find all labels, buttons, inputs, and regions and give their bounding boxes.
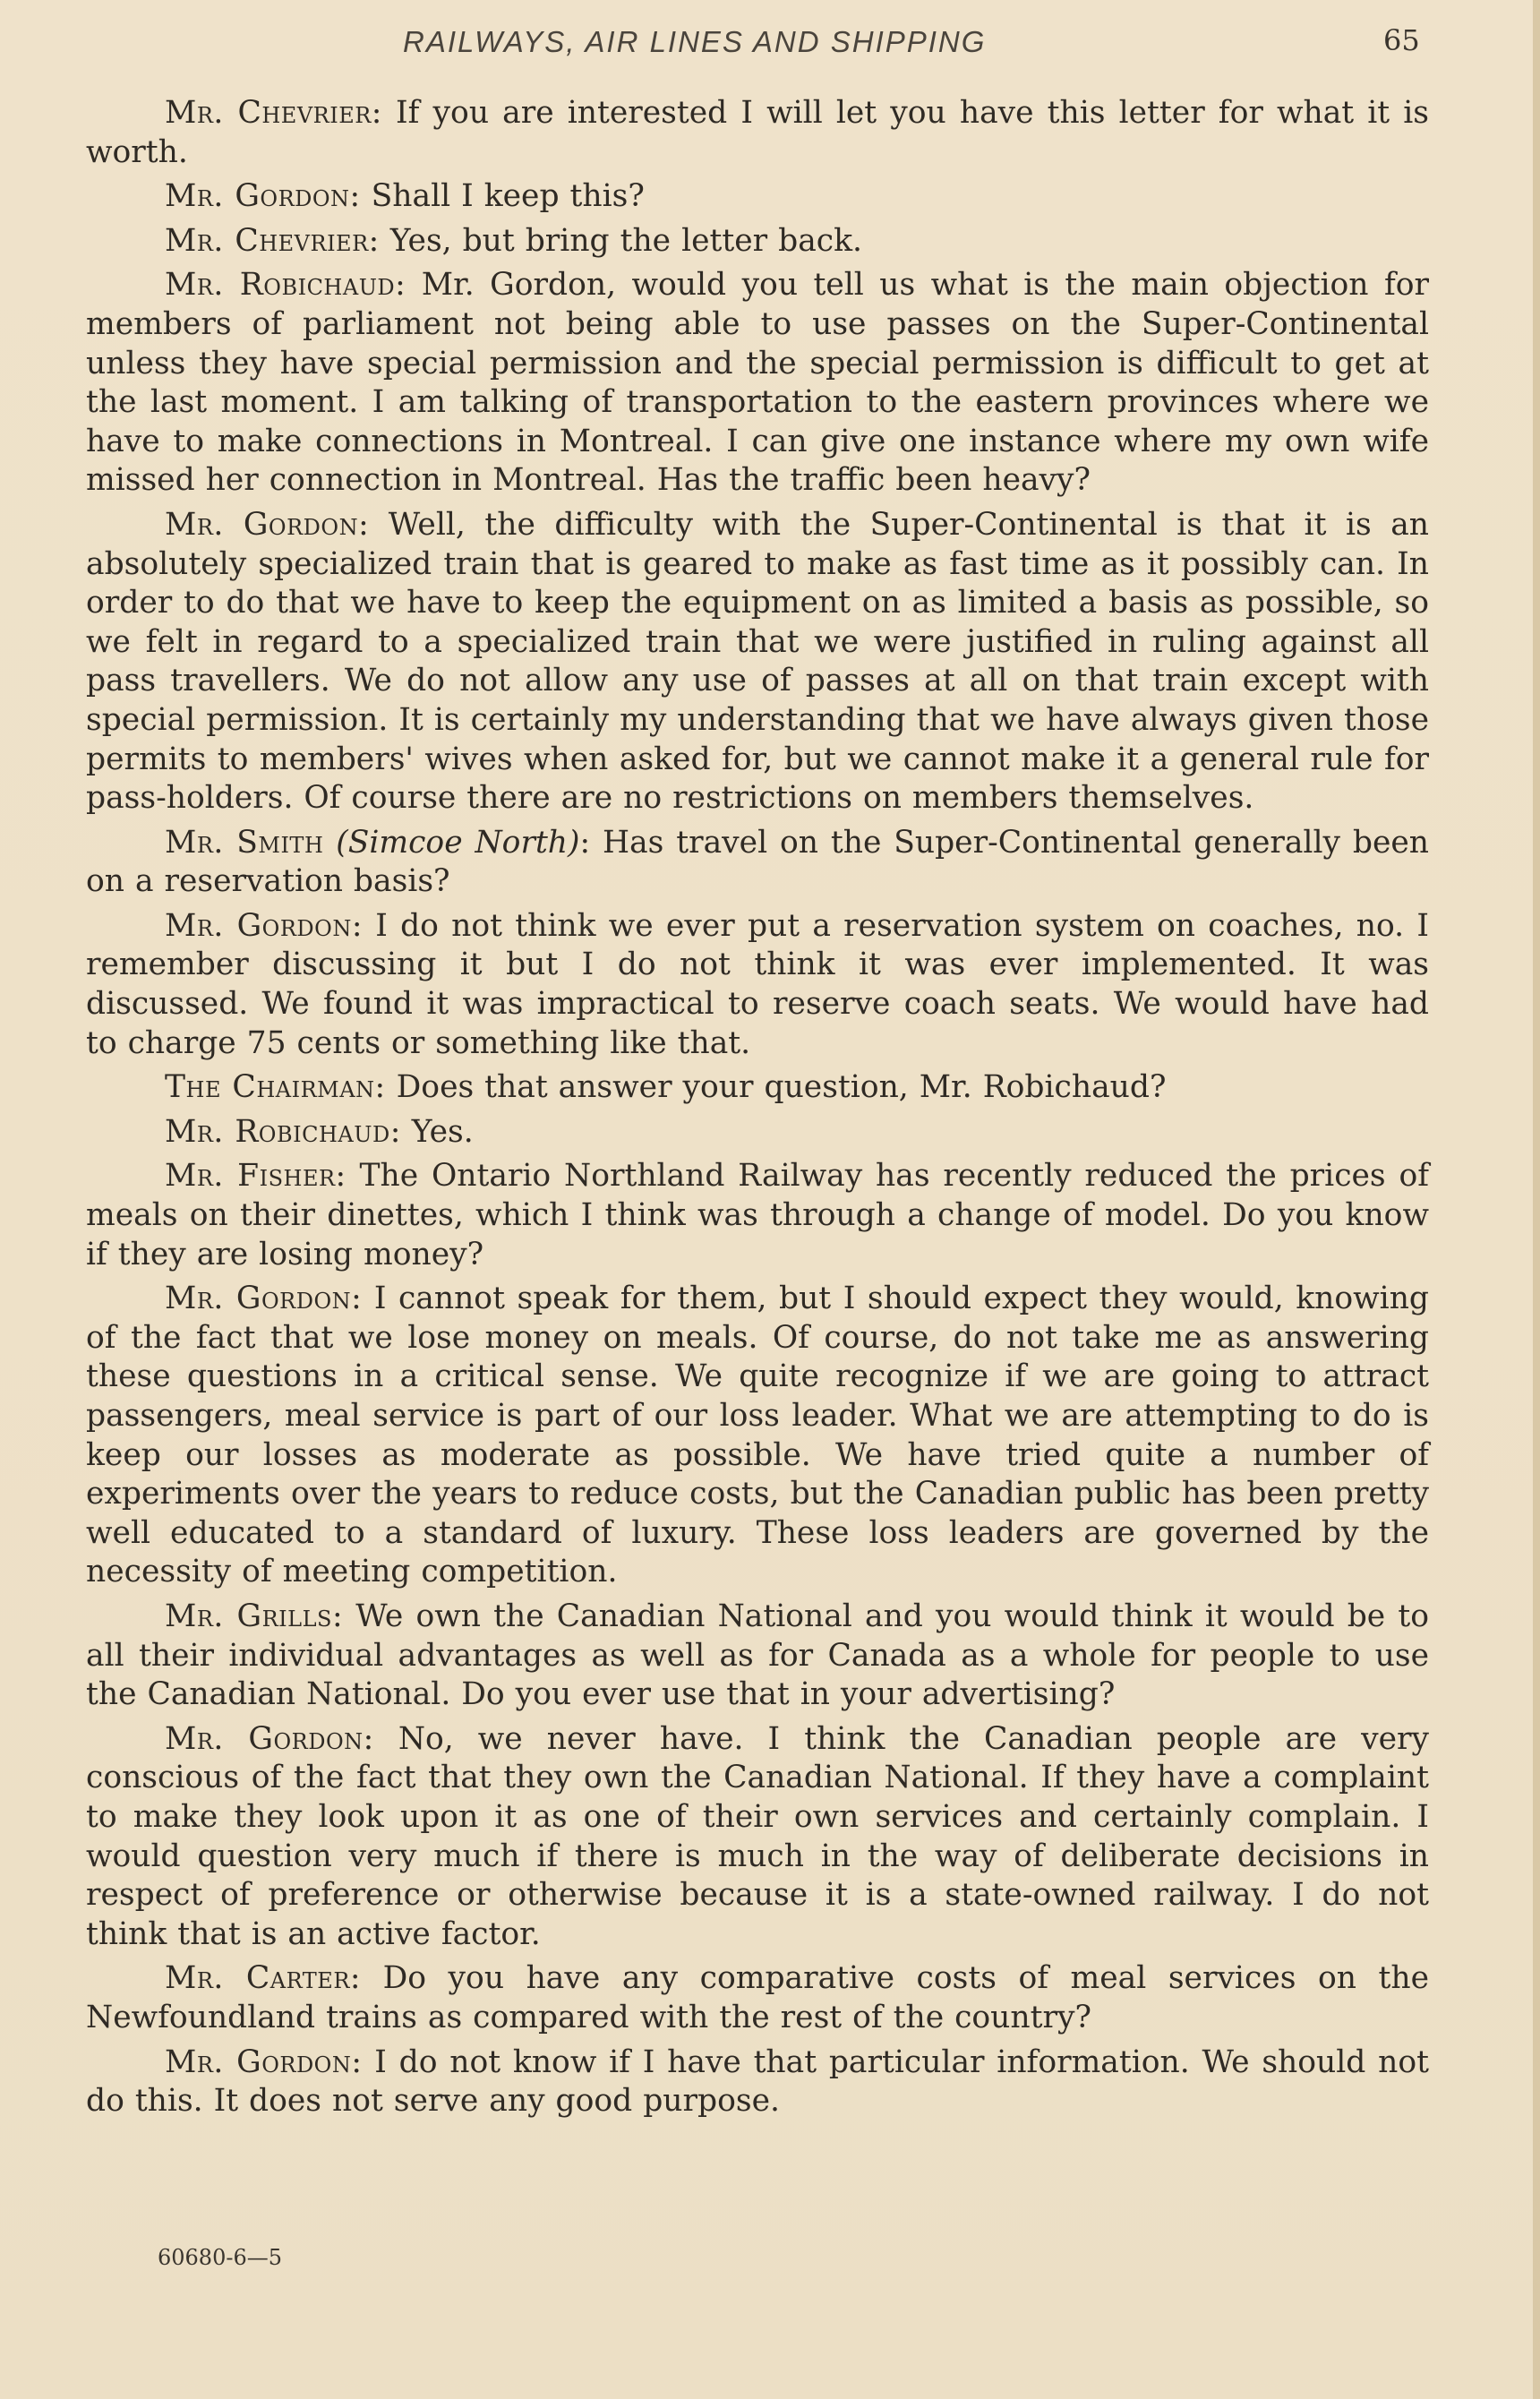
paragraph [86,2043,1429,2121]
paragraph-text: I do not know if I have that particular information. We should not do this. It does not serve any good purpose. [86,2043,1429,2120]
paragraph [86,266,1429,501]
speaker-name: Mr. Grills: [165,1598,344,1634]
speaker-name: The Chairman: [165,1069,386,1106]
paragraph-text: Mr. Gordon, would you tell us what is the main objection for members of parliament not being able to use passes on the Super-Continental unless they have special permission and the special permission is difficult to get at the last moment. I am talking of transportation to the eastern provinces where we have to make connections in Montreal. I can give one instance where my own wife missed her connection in Montreal. Has the traffic been heavy? [86,267,1429,499]
speaker-name: Mr. Carter: [165,1960,362,1997]
speaker-name: Mr. Robichaud: [165,267,406,304]
transcript-body [86,94,1429,2127]
paragraph-text: The Ontario Northland Railway has recently reduced the prices of meals on their dinettes, which I think was through a change of model. Do you know if they are losing money? [86,1158,1429,1272]
speaker-name: Mr. Smith [165,824,324,861]
paragraph [86,1959,1429,2037]
speaker-name: Mr. Gordon: [165,1720,374,1757]
paragraph-text: : Has travel on the Super-Continental generally been on a reservation basis? [86,824,1430,900]
paragraph [86,1157,1429,1274]
paragraph-text: Does that answer your question, Mr. Robichaud? [396,1069,1167,1106]
paragraph-text: No, we never have. I think the Canadian people are very conscious of the fact that they own the Canadian National. If they have a complaint to make they look upon it as one of their own services and certainly complain. I would question very much if there is much in the way of deliberate decisions in respect of preference or otherwise because it is a state-owned railway. I do not think that is an active factor. [86,1720,1429,1952]
paragraph [86,1720,1429,1955]
paragraph [86,1113,1429,1152]
paragraph-text: Shall I keep this? [371,178,645,215]
paragraph [86,1068,1429,1108]
paragraph-text: Yes, but bring the letter back. [389,222,862,259]
footer-code: 60680-6—5 [158,2245,282,2270]
speaker-name: Mr. Gordon: [165,907,363,944]
paragraph-text: Do you have any comparative costs of meal services on the Newfoundland trains as compared with the rest of the country? [86,1960,1430,2035]
paragraph [86,824,1429,902]
speaker-name: Mr. Fisher: [165,1158,346,1195]
speaker-name: Mr. Gordon: [165,178,361,215]
riding-name: (Simcoe North) [336,824,580,861]
paragraph-text: I cannot speak for them, but I should expect they would, knowing of the fact that we lose money on meals. Of course, do not take me as answering these questions in a critical sense. We quite recognize if we are going to attract passengers, meal service is part of our loss leader. What we are attempting to do is keep our losses as moderate as possible. We have tried quite a number of experiments over the years to reduce costs, but the Canadian public has been pretty well educated to a standard of luxury. These loss leaders are governed by the necessity of meeting competition. [86,1281,1430,1590]
paragraph-text: Well, the difficulty with the Super-Continental is that it is an absolutely specialized train that is geared to make as fast time as it possibly can. In order to do that we have to keep the equipment on as limited a basis as possible, so we felt in regard to a specialized train that we were justified in ruling against all pass travellers. We do not allow any use of passes at all on that train except with special permission. It is certainly my understanding that we have always given those permits to members' wives when asked for, but we cannot make it a general rule for pass-holders. Of course there are no restrictions on members themselves. [86,506,1429,817]
paragraph [86,1598,1429,1715]
paragraph [86,506,1429,818]
paragraph [86,1280,1429,1592]
paragraph-text: We own the Canadian National and you would think it would be to all their individual advantages as well as for Canada as a whole for people to use the Canadian National. Do you ever use that in your advertising? [86,1598,1429,1713]
speaker-name: Mr. Chevrier: [165,222,380,259]
speaker-name: Mr. Robichaud: [165,1113,401,1150]
speaker-name: Mr. Gordon: [165,2043,363,2080]
speaker-name: Mr. Chevrier: [165,95,382,131]
page-number: 65 [1383,23,1420,57]
speaker-name: Mr. Gordon: [165,1281,363,1317]
paragraph [86,907,1429,1063]
paragraph-text: If you are interested I will let you have this letter for what it is worth. [86,95,1429,170]
paragraph-text: Yes. [411,1113,474,1150]
running-head: RAILWAYS, AIR LINES AND SHIPPING [403,25,987,58]
page-edge [1533,0,1540,2399]
paragraph-text: I do not think we ever put a reservation system on coaches, no. I remember discussing it but I do not think it was ever implemented. It was discussed. We found it was impractical to reserve coach seats. We would have had to charge 75 cents or something like that. [86,907,1429,1061]
paragraph [86,94,1429,172]
paragraph [86,222,1429,261]
speaker-name: Mr. Gordon: [165,506,370,543]
paragraph [86,177,1429,217]
